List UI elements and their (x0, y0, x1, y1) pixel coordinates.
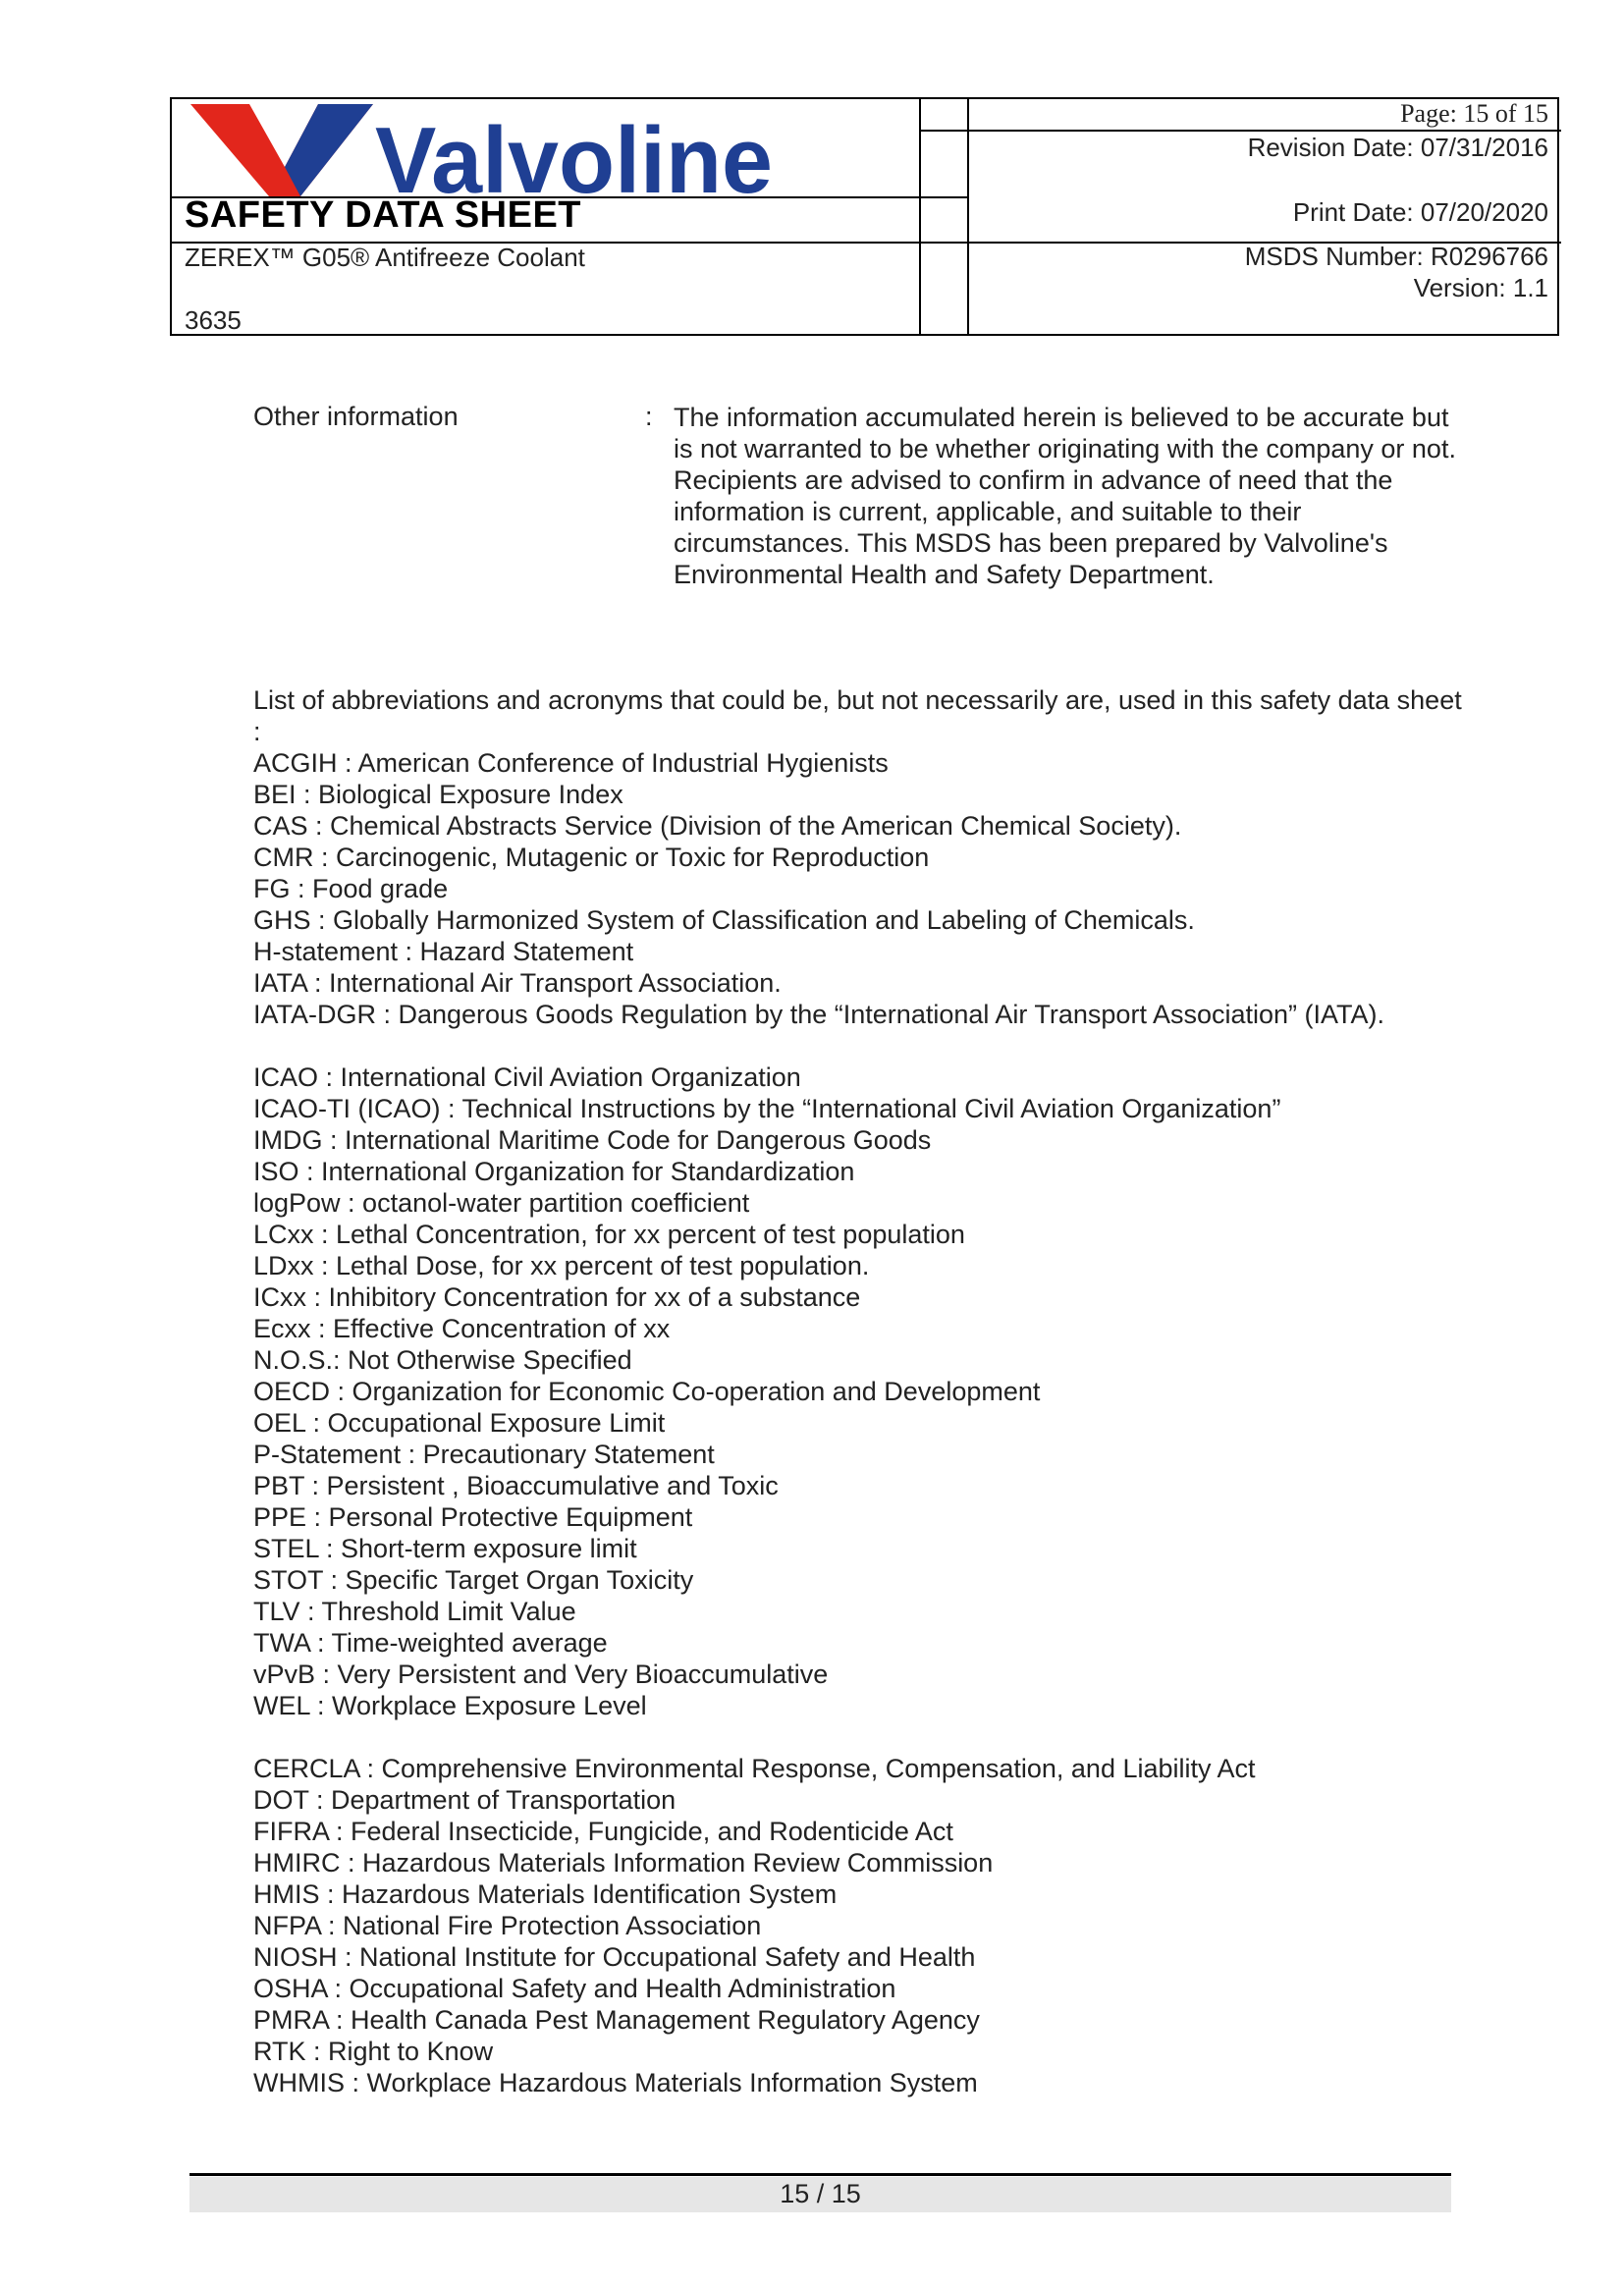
header-divider (919, 99, 921, 334)
abbreviation-item: PBT : Persistent , Bioaccumulative and Toxic (253, 1471, 779, 1500)
abbreviation-item: Ecxx : Effective Concentration of xx (253, 1314, 671, 1343)
revision-date: Revision Date: 07/31/2016 (1247, 133, 1548, 162)
abbreviation-item: IATA : International Air Transport Association. (253, 968, 782, 998)
abbreviation-item: OECD : Organization for Economic Co-operation and Development (253, 1377, 1041, 1406)
abbreviation-item: PPE : Personal Protective Equipment (253, 1502, 693, 1532)
abbreviation-list-group-3 (253, 1753, 1530, 2098)
abbreviation-item: ACGIH : American Conference of Industrial Hygienists (253, 748, 889, 778)
header-rule (919, 196, 967, 198)
abbreviation-item: FG : Food grade (253, 874, 449, 903)
abbreviation-item: PMRA : Health Canada Pest Management Regulatory Agency (253, 2005, 980, 2035)
abbreviation-item: OSHA : Occupational Safety and Health Administration (253, 1974, 896, 2003)
print-date: Print Date: 07/20/2020 (1292, 197, 1548, 227)
abbreviation-item: ICAO-TI (ICAO) : Technical Instructions by the “International Civil Aviation Organization” (253, 1094, 1281, 1123)
abbreviation-item: WHMIS : Workplace Hazardous Materials Information System (253, 2068, 978, 2097)
abbreviation-item: TLV : Threshold Limit Value (253, 1597, 576, 1626)
abbreviation-item: BEI : Biological Exposure Index (253, 780, 623, 809)
footer-page-number: 15 / 15 (780, 2179, 861, 2208)
document-title: SAFETY DATA SHEET (185, 194, 582, 236)
version: Version: 1.1 (1413, 273, 1548, 302)
abbreviation-item: LCxx : Lethal Concentration, for xx percent of test population (253, 1220, 965, 1249)
abbreviation-item: STOT : Specific Target Organ Toxicity (253, 1565, 694, 1595)
abbreviation-item: CAS : Chemical Abstracts Service (Division of the American Chemical Society). (253, 811, 1182, 841)
footer-rule (189, 2173, 1451, 2176)
msds-number: MSDS Number: R0296766 (1244, 242, 1548, 271)
abbreviation-list-group-2 (253, 1061, 1530, 1721)
abbreviation-item: WEL : Workplace Exposure Level (253, 1691, 647, 1720)
abbreviation-item: OEL : Occupational Exposure Limit (253, 1408, 666, 1438)
abbreviations-intro: List of abbreviations and acronyms that could be, but not necessarily are, used in this safety data sheet : (253, 685, 1462, 746)
abbreviation-item: DOT : Department of Transportation (253, 1785, 677, 1815)
abbreviation-item: LDxx : Lethal Dose, for xx percent of test population. (253, 1251, 870, 1280)
abbreviation-item: NFPA : National Fire Protection Association (253, 1911, 762, 1940)
abbreviation-item: ICAO : International Civil Aviation Organization (253, 1062, 801, 1092)
abbreviation-item: ISO : International Organization for Standardization (253, 1157, 855, 1186)
other-information-text: The information accumulated herein is believed to be accurate but is not warranted to be whether originating with the company or not. Recipients are advised to confirm in advance of need that the information is current, applicable, and suitable to their circumstances. This MSDS has been prepared by Valvoline's Environmental Health and Safety Department. (674, 403, 1456, 589)
product-name: ZEREX™ G05® Antifreeze Coolant (185, 243, 585, 272)
header-divider (967, 99, 969, 334)
abbreviation-item: NIOSH : National Institute for Occupational Safety and Health (253, 1942, 976, 1972)
abbreviation-item: FIFRA : Federal Insecticide, Fungicide, and Rodenticide Act (253, 1817, 953, 1846)
abbreviation-item: CMR : Carcinogenic, Mutagenic or Toxic for Reproduction (253, 843, 930, 872)
abbreviation-item: ICxx : Inhibitory Concentration for xx of a substance (253, 1282, 861, 1312)
abbreviation-item: logPow : octanol-water partition coefficient (253, 1188, 750, 1218)
abbreviation-item: P-Statement : Precautionary Statement (253, 1440, 715, 1469)
abbreviation-list-group-1 (253, 747, 1530, 1030)
other-information-colon: : (645, 402, 653, 431)
product-code: 3635 (185, 305, 242, 335)
header-rule (919, 130, 1561, 132)
abbreviation-item: H-statement : Hazard Statement (253, 937, 634, 966)
abbreviation-item: GHS : Globally Harmonized System of Classification and Labeling of Chemicals. (253, 905, 1195, 935)
abbreviation-item: HMIS : Hazardous Materials Identification System (253, 1879, 838, 1909)
abbreviation-item: STEL : Short-term exposure limit (253, 1534, 637, 1563)
abbreviation-item: vPvB : Very Persistent and Very Bioaccumulative (253, 1660, 829, 1689)
abbreviation-item: HMIRC : Hazardous Materials Information Review Commission (253, 1848, 994, 1878)
abbreviation-item: N.O.S.: Not Otherwise Specified (253, 1345, 632, 1375)
abbreviation-item: CERCLA : Comprehensive Environmental Response, Compensation, and Liability Act (253, 1754, 1256, 1783)
abbreviation-item: IMDG : International Maritime Code for Dangerous Goods (253, 1125, 932, 1155)
abbreviation-item: RTK : Right to Know (253, 2037, 494, 2066)
abbreviation-item: TWA : Time-weighted average (253, 1628, 608, 1658)
page-indicator: Page: 15 of 15 (1400, 99, 1548, 128)
logo-wordmark: Valvoline (375, 108, 773, 196)
other-information-label: Other information (253, 402, 459, 431)
valvoline-logo (190, 102, 799, 196)
abbreviation-item: IATA-DGR : Dangerous Goods Regulation by the “International Air Transport Association” (IATA). (253, 1000, 1385, 1029)
logo-v-blue (285, 104, 373, 196)
